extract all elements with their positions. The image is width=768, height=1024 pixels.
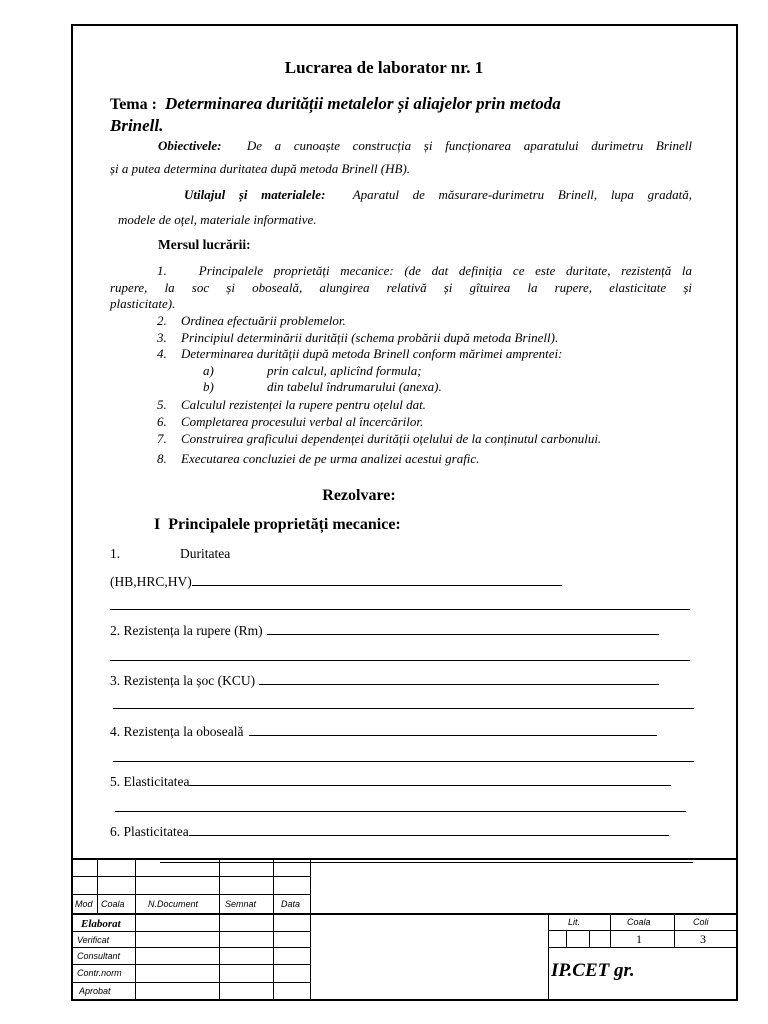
tb-elaborat: Elaborat: [81, 918, 121, 930]
tema-text: Determinarea durității metalelor și aliajelor prin metoda: [164, 94, 561, 113]
answer-line[interactable]: [192, 572, 562, 586]
mersul-item-5: 5. Calculul rezistenței la rupere pentru oțelul dat.: [157, 397, 426, 412]
field-rezistenta-soc: 3. Rezistența la șoc (KCU): [110, 671, 659, 689]
tema-text-cont: Brinell.: [110, 116, 164, 135]
tb-coala-header: Coala: [627, 917, 651, 927]
tb-contr-norm: Contr.norm: [77, 968, 122, 978]
tb-data: Data: [281, 899, 301, 909]
tb-lit: Lit.: [568, 917, 581, 927]
tb-coala-value: 1: [636, 932, 642, 946]
obiectivele-line1: Obiectivele: De a cunoaște construcția și funcționarea aparatului durimetru Brinell: [158, 138, 692, 153]
tb-organization: IP.CET gr.: [551, 960, 635, 981]
section-heading: I Principalele proprietăți mecanice:: [154, 516, 401, 533]
answer-line[interactable]: [115, 811, 686, 812]
mersul-label: Mersul lucrării:: [158, 237, 251, 252]
answer-line[interactable]: [189, 772, 671, 786]
mersul-item-6: 6. Completarea procesului verbal al încercărilor.: [157, 414, 424, 429]
rezolvare-heading: Rezolvare:: [322, 487, 396, 504]
tb-coli-header: Coli: [693, 917, 709, 927]
tb-mod: Mod: [75, 899, 93, 909]
mersul-item-4: 4. Determinarea durității după metoda Brinell conform mărimei amprentei:: [157, 346, 563, 361]
answer-line[interactable]: [249, 722, 657, 736]
field-plasticitatea: 6. Plasticitatea: [110, 822, 669, 840]
tema-label: Tema :: [110, 96, 157, 113]
mersul-item-1-cont2: plasticitate).: [110, 296, 176, 311]
mersul-item-1-cont: rupere, la soc și oboseală, alungirea relativă și gîtuirea la rupere, elasticitate și: [110, 280, 692, 295]
mersul-item-2: 2. Ordinea efectuării problemelor.: [157, 313, 346, 328]
field-rezistenta-oboseala: 4. Rezistența la oboseală: [110, 722, 657, 740]
answer-line[interactable]: [160, 862, 693, 863]
obiectivele-label: Obiectivele:: [158, 138, 222, 153]
mersul-item-1: 1. Principalele proprietăți mecanice: (de dat definiția ce este duritate, rezistență la: [157, 263, 692, 278]
field-duritatea-units: (HB,HRC,HV): [110, 572, 562, 590]
tb-semnat: Semnat: [225, 899, 257, 909]
utilajul-line2: modele de oțel, materiale informative.: [118, 212, 317, 227]
tb-verificat: Verificat: [77, 935, 110, 945]
answer-line[interactable]: [110, 609, 690, 610]
mersul-item-8: 8. Executarea concluziei de pe urma analizei acestui grafic.: [157, 451, 480, 466]
answer-line[interactable]: [110, 660, 690, 661]
field-elasticitatea: 5. Elasticitatea: [110, 772, 671, 790]
field-duritatea: 1. Duritatea: [110, 546, 231, 561]
tb-coli-value: 3: [700, 932, 706, 946]
tb-ndocument: N.Document: [148, 899, 199, 909]
tb-consultant: Consultant: [77, 951, 121, 961]
tb-coala: Coala: [101, 899, 125, 909]
answer-line[interactable]: [259, 671, 659, 685]
utilajul-line1: Utilajul și materialele: Aparatul de măsurare-durimetru Brinell, lupa gradată,: [184, 187, 692, 202]
tb-aprobat: Aprobat: [79, 986, 111, 996]
obiectivele-line2: și a putea determina duritatea după metoda Brinell (HB).: [110, 161, 411, 176]
utilajul-label: Utilajul și materialele:: [184, 187, 326, 202]
answer-line[interactable]: [189, 822, 669, 836]
answer-line[interactable]: [113, 708, 694, 709]
answer-line[interactable]: [113, 761, 694, 762]
tema-line: [110, 94, 561, 114]
mersul-item-3: 3. Principiul determinării durității (schema probării după metoda Brinell).: [157, 330, 559, 345]
field-rezistenta-rupere: 2. Rezistența la rupere (Rm): [110, 621, 659, 639]
mersul-item-4a: a) prin calcul, aplicînd formula;: [203, 363, 422, 378]
answer-line[interactable]: [267, 621, 659, 635]
mersul-item-4b: b) din tabelul îndrumarului (anexa).: [203, 379, 442, 394]
mersul-item-7: 7. Construirea graficului dependenței durității oțelului de la conținutul carbonului.: [157, 431, 602, 446]
document-title: Lucrarea de laborator nr. 1: [284, 58, 484, 77]
